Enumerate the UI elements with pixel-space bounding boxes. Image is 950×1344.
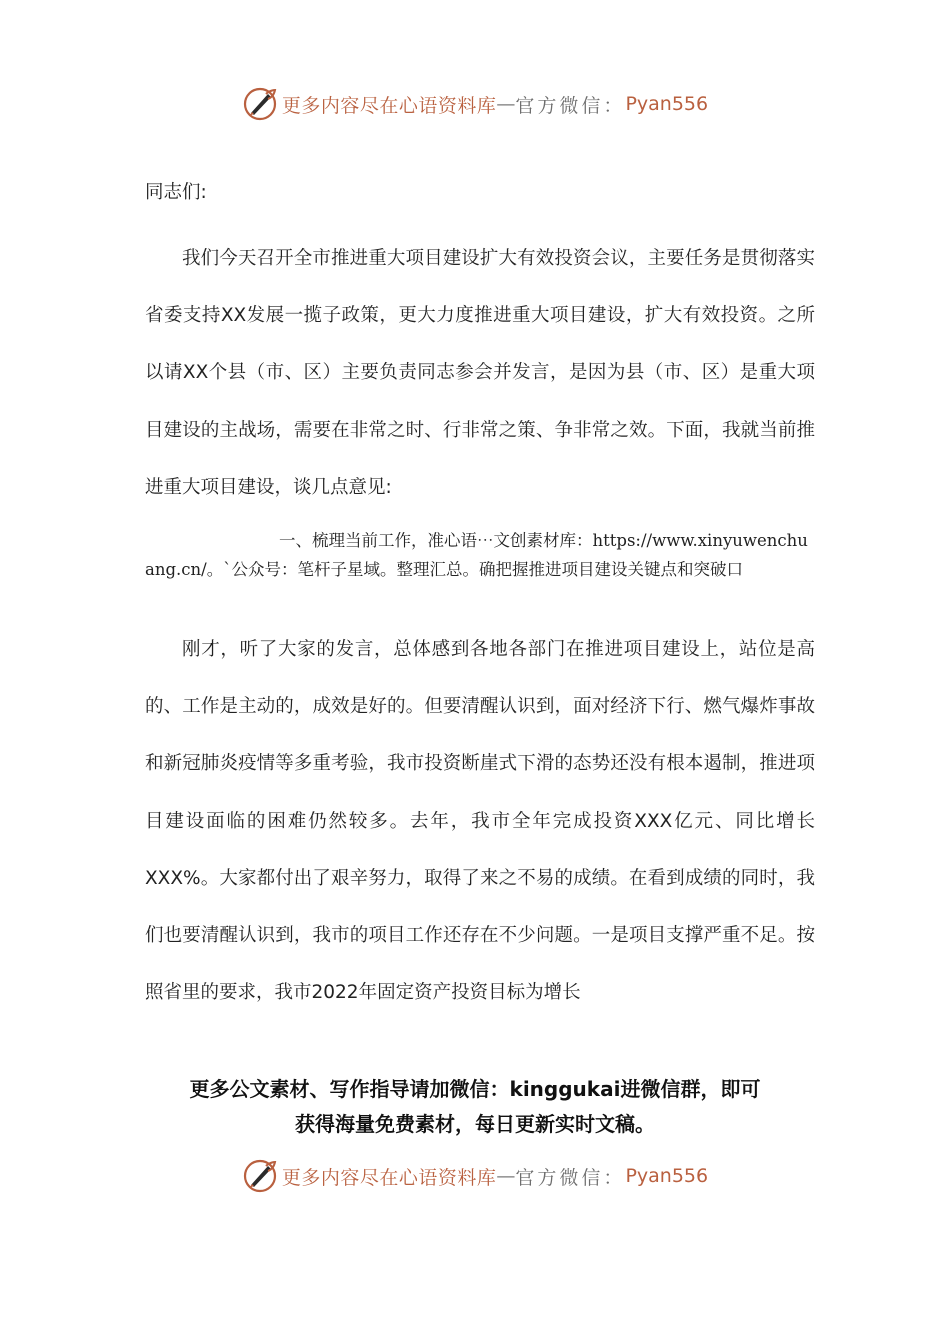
section-heading: 一、梳理当前工作，准心语⋯文创素材库：https://www.xinyuwenchuang.cn/。`公众号：笔杆子星域。整理汇总。确把握推进项目建设关键点和突破口 bbox=[145, 531, 808, 579]
paragraph-intro: 我们今天召开全市推进重大项目建设扩大有效投资会议，主要任务是贯彻落实省委支持XX发展一揽子政策，更大力度推进重大项目建设，扩大有效投资。之所以请XX个县（市、区）主要负责同志参会并发言，是因为县（市、区）是重大项目建设的主战场，需要在非常之时、行非常之策、争非常之效。下面，我就当前推进重大项目建设，谈几点意见: bbox=[145, 248, 815, 498]
wechat-label: 官方微信： bbox=[515, 1166, 626, 1189]
header-banner bbox=[0, 84, 950, 124]
wechat-id: Pyan556 bbox=[625, 93, 709, 115]
footer-note-line-2: 获得海量免费素材，每日更新实时文稿。 bbox=[295, 1112, 655, 1136]
brand-text: 更多内容尽在心语资料库 bbox=[281, 1166, 497, 1189]
footer-note-line-1: 更多公文素材、写作指导请加微信：kinggukai进微信群，即可 bbox=[189, 1077, 761, 1101]
paragraph-review: 刚才，听了大家的发言，总体感到各地各部门在推进项目建设上，站位是高的、工作是主动的，成效是好的。但要清醒认识到，面对经济下行、燃气爆炸事故和新冠肺炎疫情等多重考验，我市投资断崖式下滑的态势还没有根本遏制，推进项目建设面临的困难仍然较多。去年，我市全年完成投资XXX亿元、同比增长XXX%。大家都付出了艰辛努力，取得了来之不易的成绩。在看到成绩的同时，我们也要清醒认识到，我市的项目工作还存在不少问题。一是项目支撑严重不足。按照省里的要求，我市2022年固定资产投资目标为增长 bbox=[145, 639, 815, 1004]
greeting: 同志们: bbox=[145, 182, 207, 203]
brand-text: 更多内容尽在心语资料库 bbox=[281, 94, 497, 117]
quill-pen-logo-icon bbox=[242, 1158, 278, 1194]
brand-separator: — bbox=[496, 1165, 516, 1187]
wechat-label: 官方微信： bbox=[515, 94, 626, 117]
wechat-id: Pyan556 bbox=[625, 1165, 709, 1187]
footer-banner bbox=[0, 1156, 950, 1196]
footer-note bbox=[140, 1072, 810, 1142]
brand-separator: — bbox=[496, 93, 516, 115]
quill-pen-logo-icon bbox=[242, 86, 278, 122]
